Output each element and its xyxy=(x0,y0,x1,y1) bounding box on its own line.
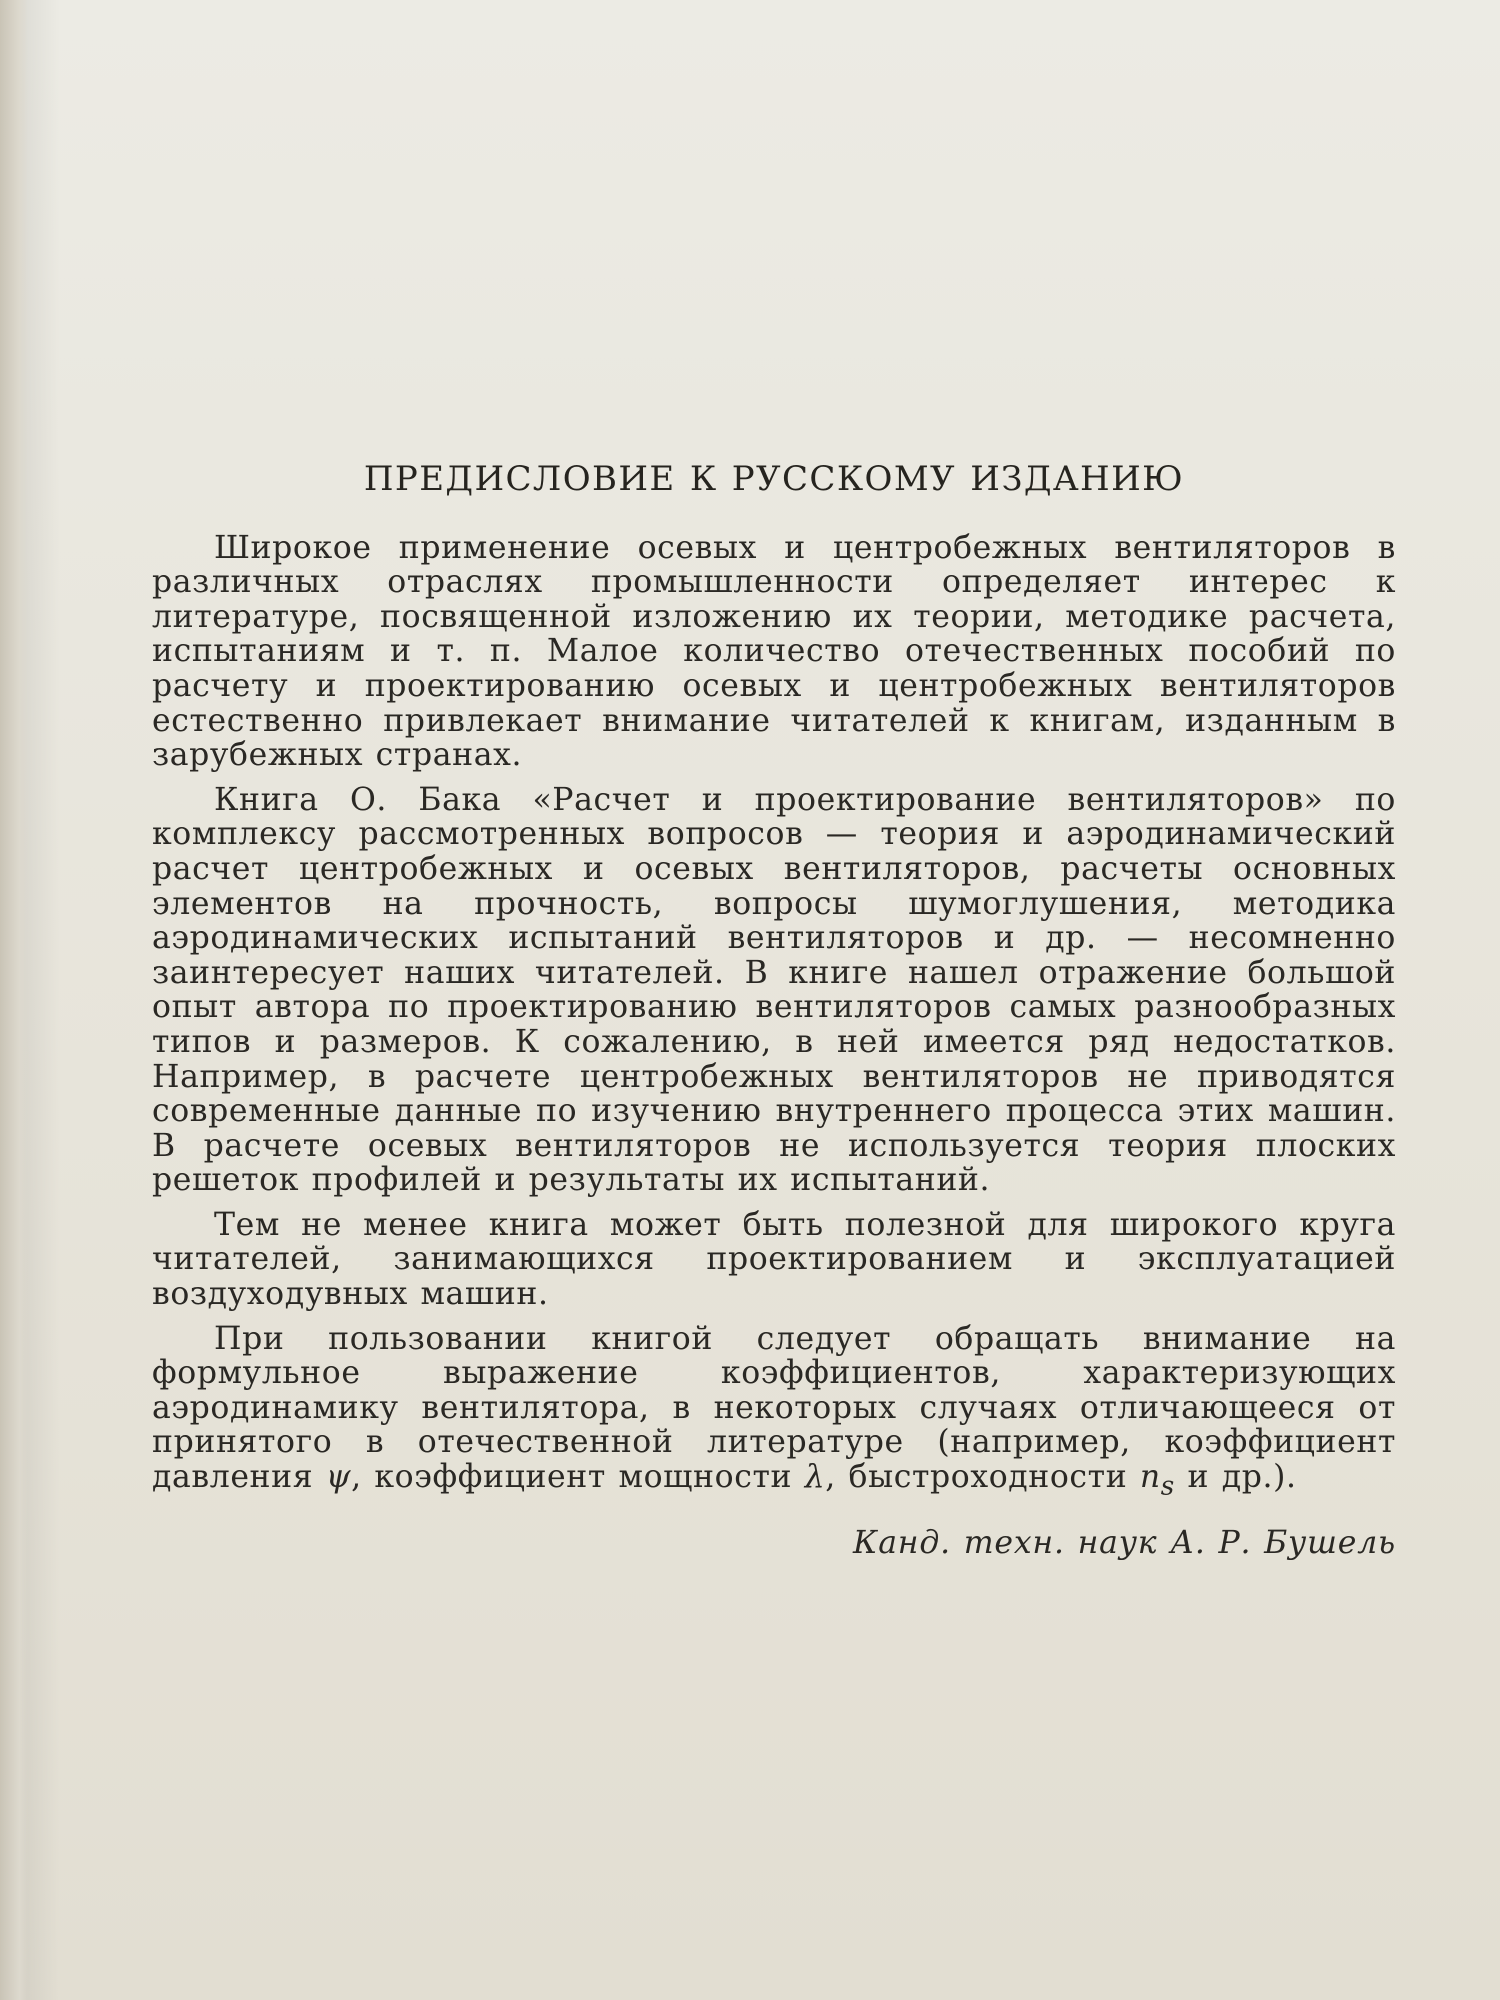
page-title: ПРЕДИСЛОВИЕ К РУССКОМУ ИЗДАНИЮ xyxy=(363,459,1185,499)
page-content xyxy=(152,459,1396,1561)
paragraph-2: Книга О. Бака «Расчет и проектирование вентиляторов» по комплексу рассмотренных вопросов — теория и аэродинамический расчет центробежных и осевых вентиляторов, расчеты основных элементов на прочность, вопросы шумоглушения, методика аэродинамических испытаний вентиляторов и др. — несомненно заинтересует наших читателей. В книге нашел отражение большой опыт автора по проектированию вентиляторов самых разнообразных типов и размеров. К сожалению, в ней имеется ряд недостатков. Например, в расчете центробежных вентиляторов не приводятся современные данные по изучению внутреннего процесса этих машин. В расчете осевых вентиляторов не используется теория плоских решеток профилей и результаты их испытаний. xyxy=(152,781,1396,1199)
paragraph-3: Тем не менее книга может быть полезной для широкого круга читателей, занимающихся проектированием и эксплуатацией воздуходувных машин. xyxy=(152,1206,1396,1313)
lambda-symbol: λ xyxy=(804,1459,826,1496)
psi-symbol: ψ xyxy=(325,1459,352,1496)
paragraph-4-end: и др.). xyxy=(1174,1459,1297,1496)
n-subscript: s xyxy=(1160,1471,1175,1502)
paragraph-4-text: При пользовании книгой следует обращать внимание на формульное выражение коэффициентов, характеризующих аэродинамику вентилятора, в некоторых случаях отличающееся от принятого в отечественной литературе (например, коэффициент давления xyxy=(152,1320,1396,1496)
paragraph-1: Широкое применение осевых и центробежных вентиляторов в различных отраслях промышленности определяет интерес к литературе, посвященной изложению их теории, методике расчета, испытаниям и т. п. Малое количество отечественных пособий по расчету и проектированию осевых и центробежных вентиляторов естественно привлекает внимание читателей к книгам, изданным в зарубежных странах. xyxy=(152,529,1396,774)
signature: Канд. техн. наук А. Р. Бушель xyxy=(853,1524,1396,1561)
n-symbol: n xyxy=(1139,1459,1161,1496)
paragraph-4-middle: , коэффициент мощности xyxy=(351,1459,805,1496)
page-binding-edge xyxy=(0,0,28,2000)
paragraph-4-after-lambda: , быстроходности xyxy=(825,1459,1140,1496)
paragraph-4 xyxy=(152,1322,1396,1504)
